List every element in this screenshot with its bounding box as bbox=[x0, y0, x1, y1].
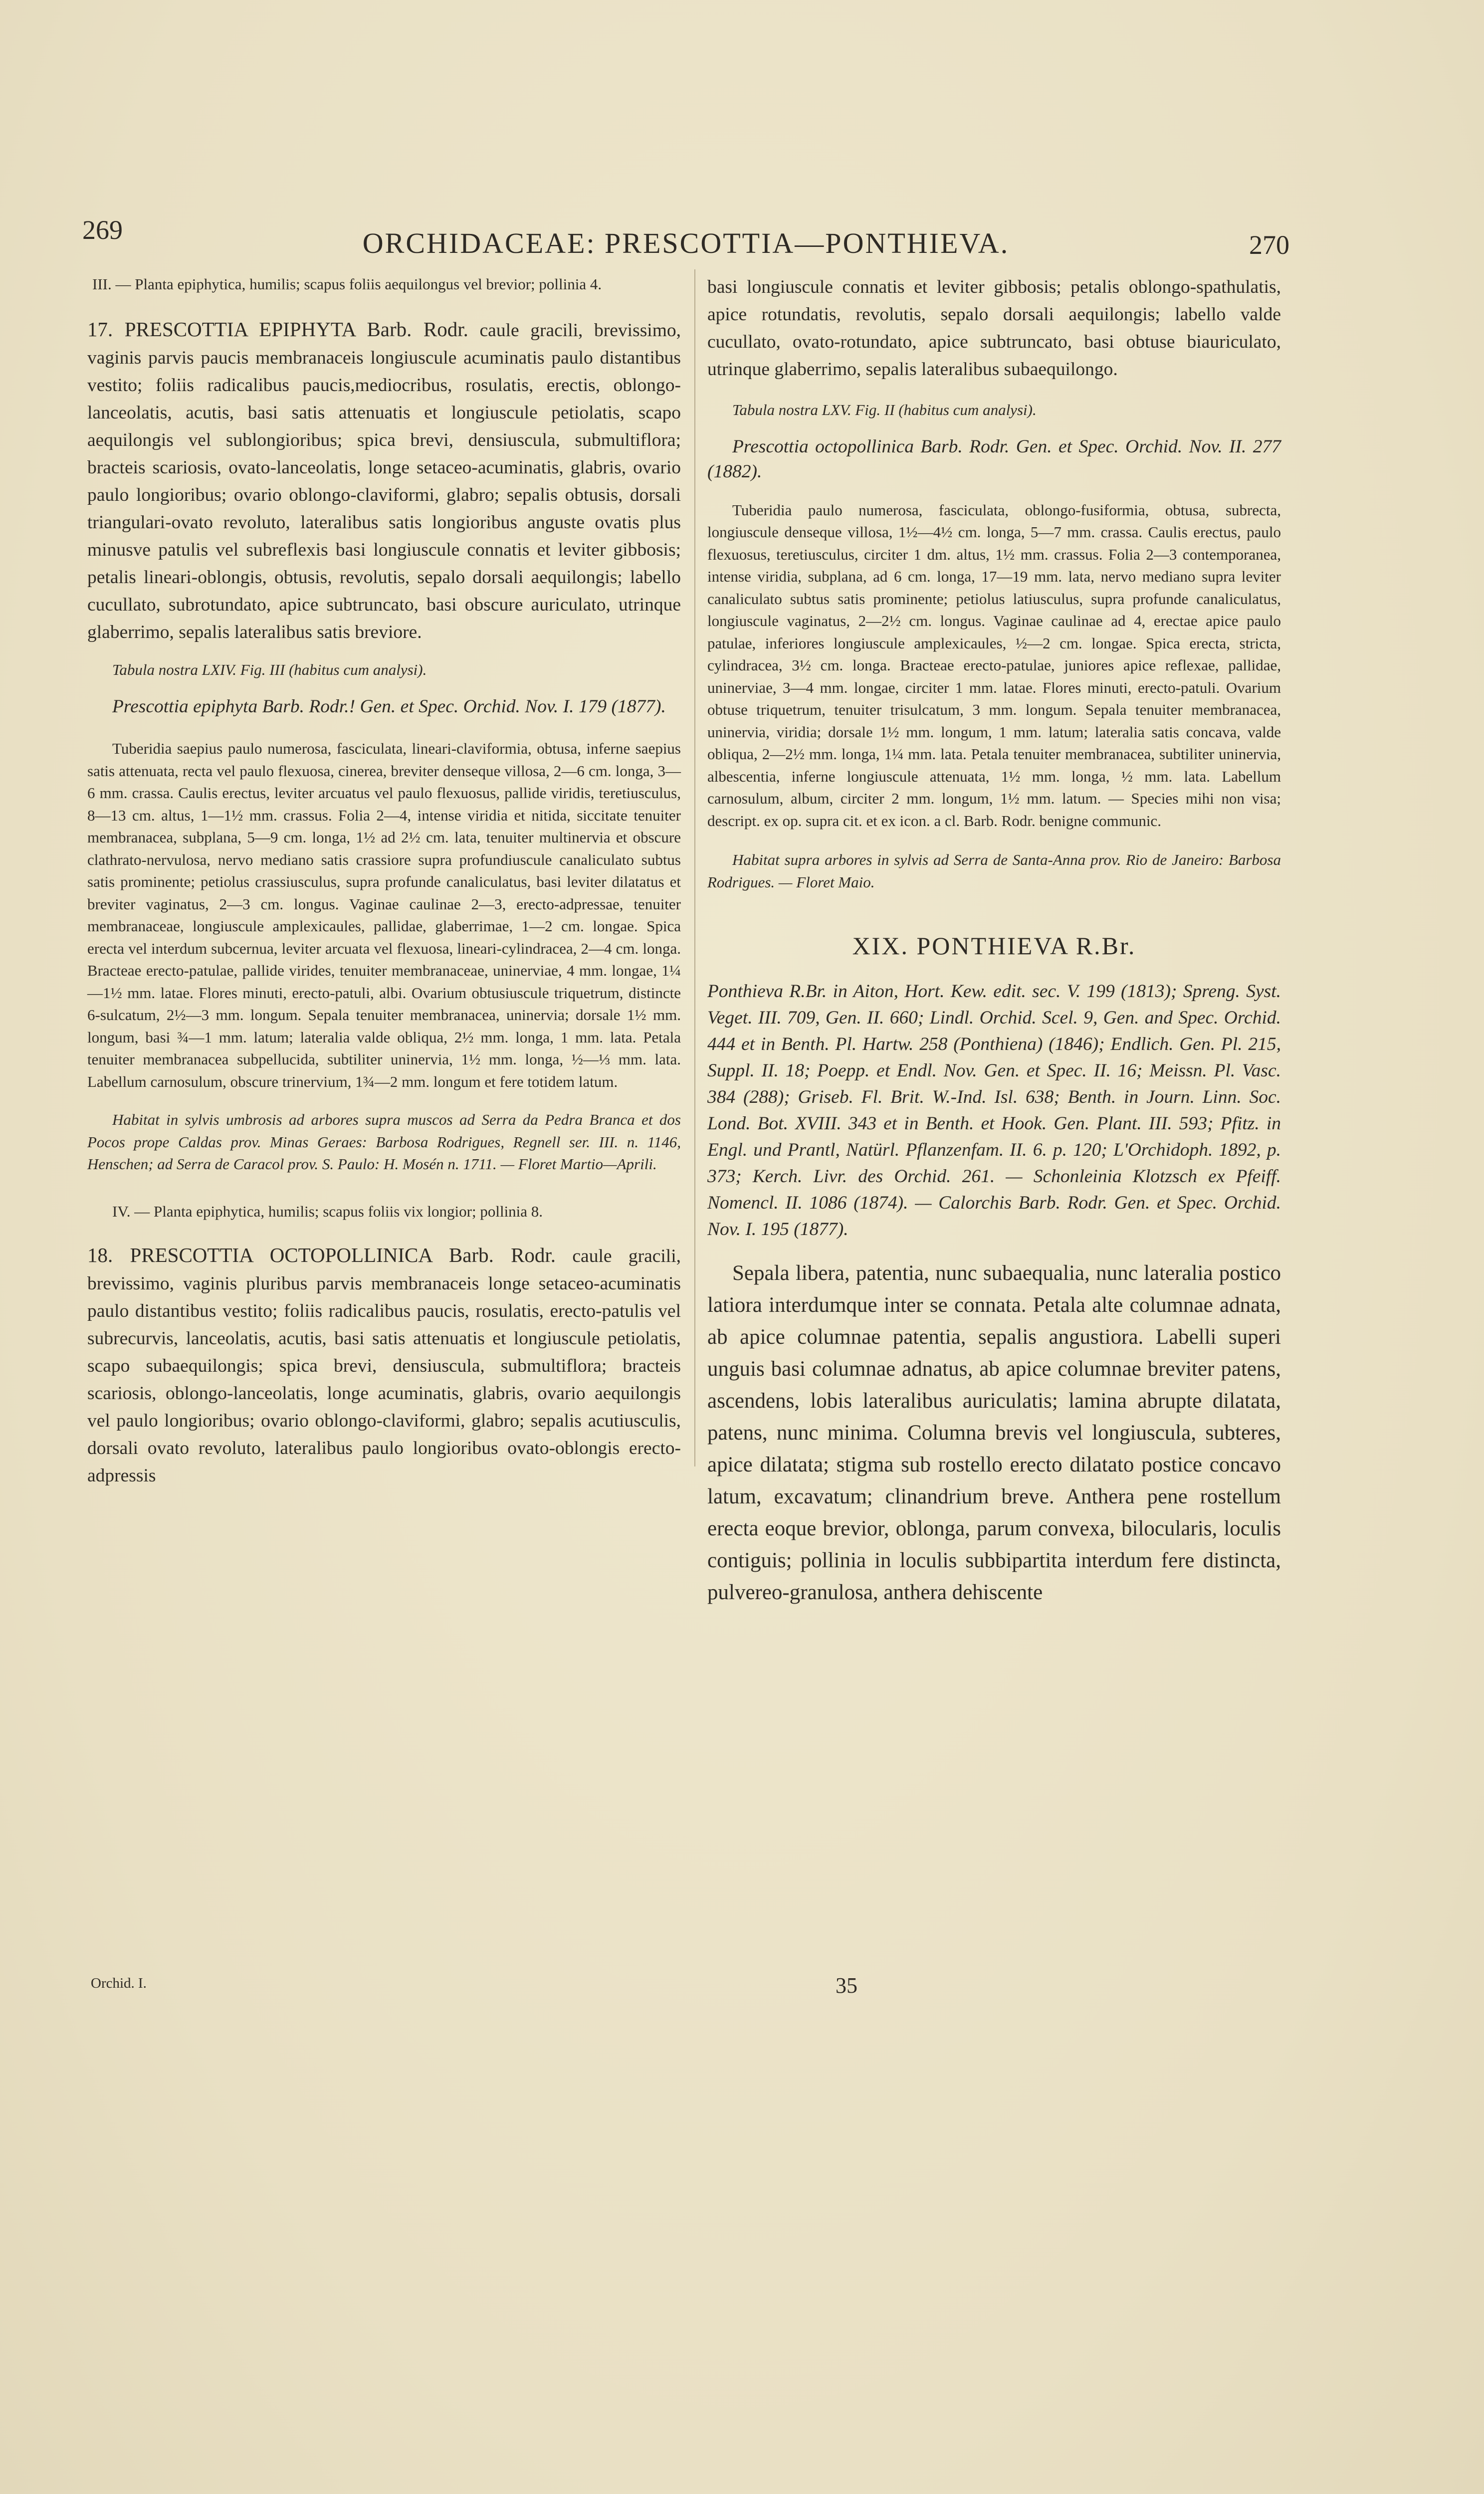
species-18-heading: 18. PRESCOTTIA OCTOPOLLINICA Barb. Rodr. bbox=[87, 1244, 556, 1266]
page-header bbox=[82, 214, 1289, 259]
signature-mark: Orchid. I. bbox=[91, 1975, 147, 1991]
species-17-tabula: Tabula nostra LXIV. Fig. III (habitus cum analysi). bbox=[112, 660, 427, 678]
species-17-heading: 17. PRESCOTTIA EPIPHYTA Barb. Rodr. bbox=[87, 317, 468, 341]
species-18-description: Tuberidia paulo numerosa, fasciculata, oblongo-fusiformia, obtusa, subrecta, longiuscule denseque villosa, 1½—4½ cm. longa, 5—7 mm. crassa. Caulis erectus, paulo flexuosus, teretiusculus, circiter 1 dm. altus, 1½ mm. crassus. Folia 2—3 contemporanea, intense viridia, subplana, ad 6 cm. longa, 17—19 mm. lata, nervo mediano supra leviter canaliculato subtus satis prominente; petiolus latiusculus, supra profunde canaliculatus, longiuscule vaginatus, 2—2½ cm. longus. Vaginae caulinae ad 4, erectae apice paulo patulae, inferiores longiuscule amplexicaules, ½—2 cm. longae. Spica erecta, stricta, cylindracea, 3½ cm. longa. Bracteae erecto-patulae, juniores apice reflexae, pallidae, uninerviae, 3—4 mm. longae, circiter 1 mm. latae. Flores minuti, erecto-patuli. Ovarium obtuse triquetrum, tenuiter trisulcatum, 3 mm. longum. Sepala tenuiter membranacea, uninervia, viridia; dorsale 1½ mm. longum, 1 mm. latum; lateralia satis concava, valde obliqua, 2—2½ mm. longa, 1¼ mm. lata. Petala tenuiter membranacea, subtiliter uninervia, albescentia, inferne longiuscule attenuata, 1½ mm. longa, ½ mm. lata. Labellum carnosulum, album, circiter 2 mm. longum, 1½ mm. latum. — Species mihi non visa; descript. ex op. supra cit. et ex icon. a cl. Barb. Rodr. benigne communic. bbox=[707, 501, 1281, 830]
species-17-paragraph bbox=[87, 316, 681, 646]
running-title: ORCHIDACEAE: PRESCOTTIA—PONTHIEVA. bbox=[362, 227, 1010, 259]
page-number-left: 269 bbox=[82, 215, 123, 245]
species-18-tabula: Tabula nostra LXV. Fig. II (habitus cum analysi). bbox=[732, 401, 1037, 418]
species-17-description: Tuberidia saepius paulo numerosa, fasciculata, lineari-claviformia, obtusa, inferne saepius satis attenuata, recta vel paulo flexuosa, cinerea, breviter denseque villosa, 2—6 cm. longa, 3—6 mm. crassa. Caulis erectus, leviter arcuatus vel paulo flexuosus, pallide viridis, teretiusculus, 8—13 cm. altus, 1—1½ mm. crassus. Folia 2—4, intense viridia et nitida, siccitate tenuiter membranacea, subplana, 5—9 cm. longa, 1½ ad 2½ cm. lata, tenuiter multinervia et obscure clathrato-nervulosa, nervo mediano satis crassiore supra profundiuscule canaliculato subtus satis prominente; petiolus crassiusculus, supra profunde canaliculatus, basi leviter dilatatus et breviter vaginatus, 2—3 cm. longus. Vaginae caulinae 2—3, erecto-adpressae, tenuiter membranaceae, longiuscule amplexicaules, pallidae, glaberrimae, 1—2 cm. longae. Spica erecta vel interdum subcernua, leviter arcuata vel flexuosa, lineari-cylindracea, 2—4 cm. longa. Bracteae erecto-patulae, pallide virides, tenuiter membranaceae, uninerviae, 4 mm. longae, 1¼—1½ mm. latae. Flores minuti, erecto-patuli, albi. Ovarium obtusiuscule triquetrum, distincte 6-sulcatum, 2½—3 mm. longum. Sepala tenuiter membranacea, uninervia; dorsale 1½ mm. longum, basi ¾—1 mm. latum; lateralia valde obliqua, 2½ mm. longa, 1 mm. lata. Petala tenuiter membranacea subpellucida, subtiliter uninervia, 1½ mm. longa, ½—⅓ mm. lata. Labellum carnosulum, obscure trinervium, 1¾—2 mm. longum et fere totidem latum. bbox=[87, 740, 681, 1090]
species-17-reference: Prescottia epiphyta Barb. Rodr.! Gen. et Spec. Orchid. Nov. I. 179 (1877). bbox=[112, 696, 666, 717]
species-18-habitat: Habitat supra arbores in sylvis ad Serra de Santa-Anna prov. Rio de Janeiro: Barbosa Rodrigues. — Floret Maio. bbox=[707, 851, 1281, 891]
section-iv: IV. — Planta epiphytica, humilis; scapus foliis vix longior; pollinia 8. bbox=[112, 1202, 543, 1220]
species-18-paragraph bbox=[87, 1242, 681, 1489]
page-number-right: 270 bbox=[1249, 230, 1289, 260]
species-17-text: caule gracili, brevissimo, vaginis parvis paucis membranaceis longiuscule acuminatis paulo distantibus vestito; foliis radicalibus paucis,mediocribus, rosulatis, erectis, oblongo-lanceolatis, acutis, basi satis attenuatis et longiuscule petiolatis, scapo aequilongis vel sublongioribus; spica brevi, densiuscula, submultiflora; bracteis scariosis, ovato-lanceolatis, longe setaceo-acuminatis, glabris, ovario paulo longioribus; ovario oblongo-claviformi, glabro; sepalis obtusis, dorsali triangulari-ovato revoluto, lateralibus satis longioribus anguste ovatis plus minusve patulis vel subreflexis basi longiuscule connatis et leviter gibbosis; petalis lineari-oblongis, obtusis, revolutis, sepalo dorsali aequilongis; labello cucullato, subrotundato, apice subtruncato, basi obscure auriculato, utrinque glaberrimo, sepalis lateralibus satis breviore. bbox=[87, 320, 681, 642]
species-17-habitat: Habitat in sylvis umbrosis ad arbores supra muscos ad Serra da Pedra Branca et dos Pocos prope Caldas prov. Minas Geraes: Barbosa Rodrigues, Regnell ser. III. n. 1146, Henschen; ad Serra de Caracol prov. S. Paulo: H. Mosén n. 1711. — Floret Martio—Aprili. bbox=[87, 1111, 681, 1173]
left-column bbox=[87, 273, 681, 1489]
section-iii: III. — Planta epiphytica, humilis; scapus foliis aequilongus vel brevior; pollinia 4. bbox=[92, 275, 602, 293]
column-divider bbox=[694, 269, 695, 1466]
genus-title: XIX. PONTHIEVA R.Br. bbox=[852, 932, 1136, 960]
genus-description: Sepala libera, patentia, nunc subaequalia, nunc lateralia postico latiora interdumque inter se connata. Petala alte columnae adnata, ab apice columnae patentia, sepalis angustiora. Labelli superi unguis basi columnae adnatus, ab apice columnae breviter patens, ascendens, lobis lateralibus auriculatis; lamina abrupte dilatata, patens, nunc minima. Columna brevis vel longiuscula, subteres, apice dilatata; stigma sub rostello erecto dilatato postice concavo latum, excavatum; clinandrium breve. Anthera pene rostellum erecta eoque brevior, oblonga, parum convexa, bilocularis, loculis contiguis; pollinia in loculis subbipartita interdum fere distincta, pulvereo-granulosa, anthera dehiscente bbox=[707, 1261, 1281, 1604]
species-18-reference: Prescottia octopollinica Barb. Rodr. Gen. et Spec. Orchid. Nov. II. 277 (1882). bbox=[707, 436, 1281, 482]
genus-synonymy: Ponthieva R.Br. in Aiton, Hort. Kew. edit. sec. V. 199 (1813); Spreng. Syst. Veget. III. 709, Gen. II. 660; Lindl. Orchid. Scel. 9, Gen. and Spec. Orchid. 444 et in Benth. Pl. Hartw. 258 (Ponthiena) (1846); Endlich. Gen. Pl. 215, Suppl. II. 18; Poepp. et Endl. Nov. Gen. et Spec. II. 16; Meissn. Pl. Vasc. 384 (288); Griseb. Fl. Brit. W.-Ind. Isl. 638; Benth. in Journ. Linn. Soc. Lond. Bot. XVIII. 343 et in Benth. et Hook. Gen. Plant. III. 593; Pfitz. in Engl. und Prantl, Natürl. Pflanzenfam. II. 6. p. 120; L'Orchidoph. 1892, p. 373; Kerch. Livr. des Orchid. 261. — Schonleinia Klotzsch ex Pfeiff. Nomencl. II. 1086 (1874). — Calorchis Barb. Rodr. Gen. et Spec. Orchid. Nov. I. 195 (1877). bbox=[707, 981, 1281, 1240]
species-18-text-continued: basi longiuscule connatis et leviter gibbosis; petalis oblongo-spathulatis, apice rotundatis, revolutis, sepalo dorsali aequilongis; labello valde cucullato, ovato-rotundato, apice subtruncato, basi obtuse biauriculato, utrinque glaberrimo, sepalis lateralibus subaequilongo. bbox=[707, 277, 1281, 380]
right-column bbox=[707, 273, 1281, 1609]
sheet-number: 35 bbox=[836, 1973, 857, 1998]
species-18-text: caule gracili, brevissimo, vaginis pluribus parvis membranaceis longe setaceo-acuminatis paulo distantibus vestito; foliis radicalibus paucis, rosulatis, erecto-patulis vel subrecurvis, lanceolatis, acutis, basi satis attenuatis et longiuscule petiolatis, scapo subaequilongis; spica brevi, densiuscula, submultiflora; bracteis scariosis, oblongo-lanceolatis, longe acuminatis, glabris, ovario aequilongis vel paulo longioribus; ovario oblongo-claviformi, glabro; sepalis acutiusculis, dorsali ovato revoluto, lateralibus paulo longioribus ovato-oblongis erecto-adpressis bbox=[87, 1246, 681, 1486]
